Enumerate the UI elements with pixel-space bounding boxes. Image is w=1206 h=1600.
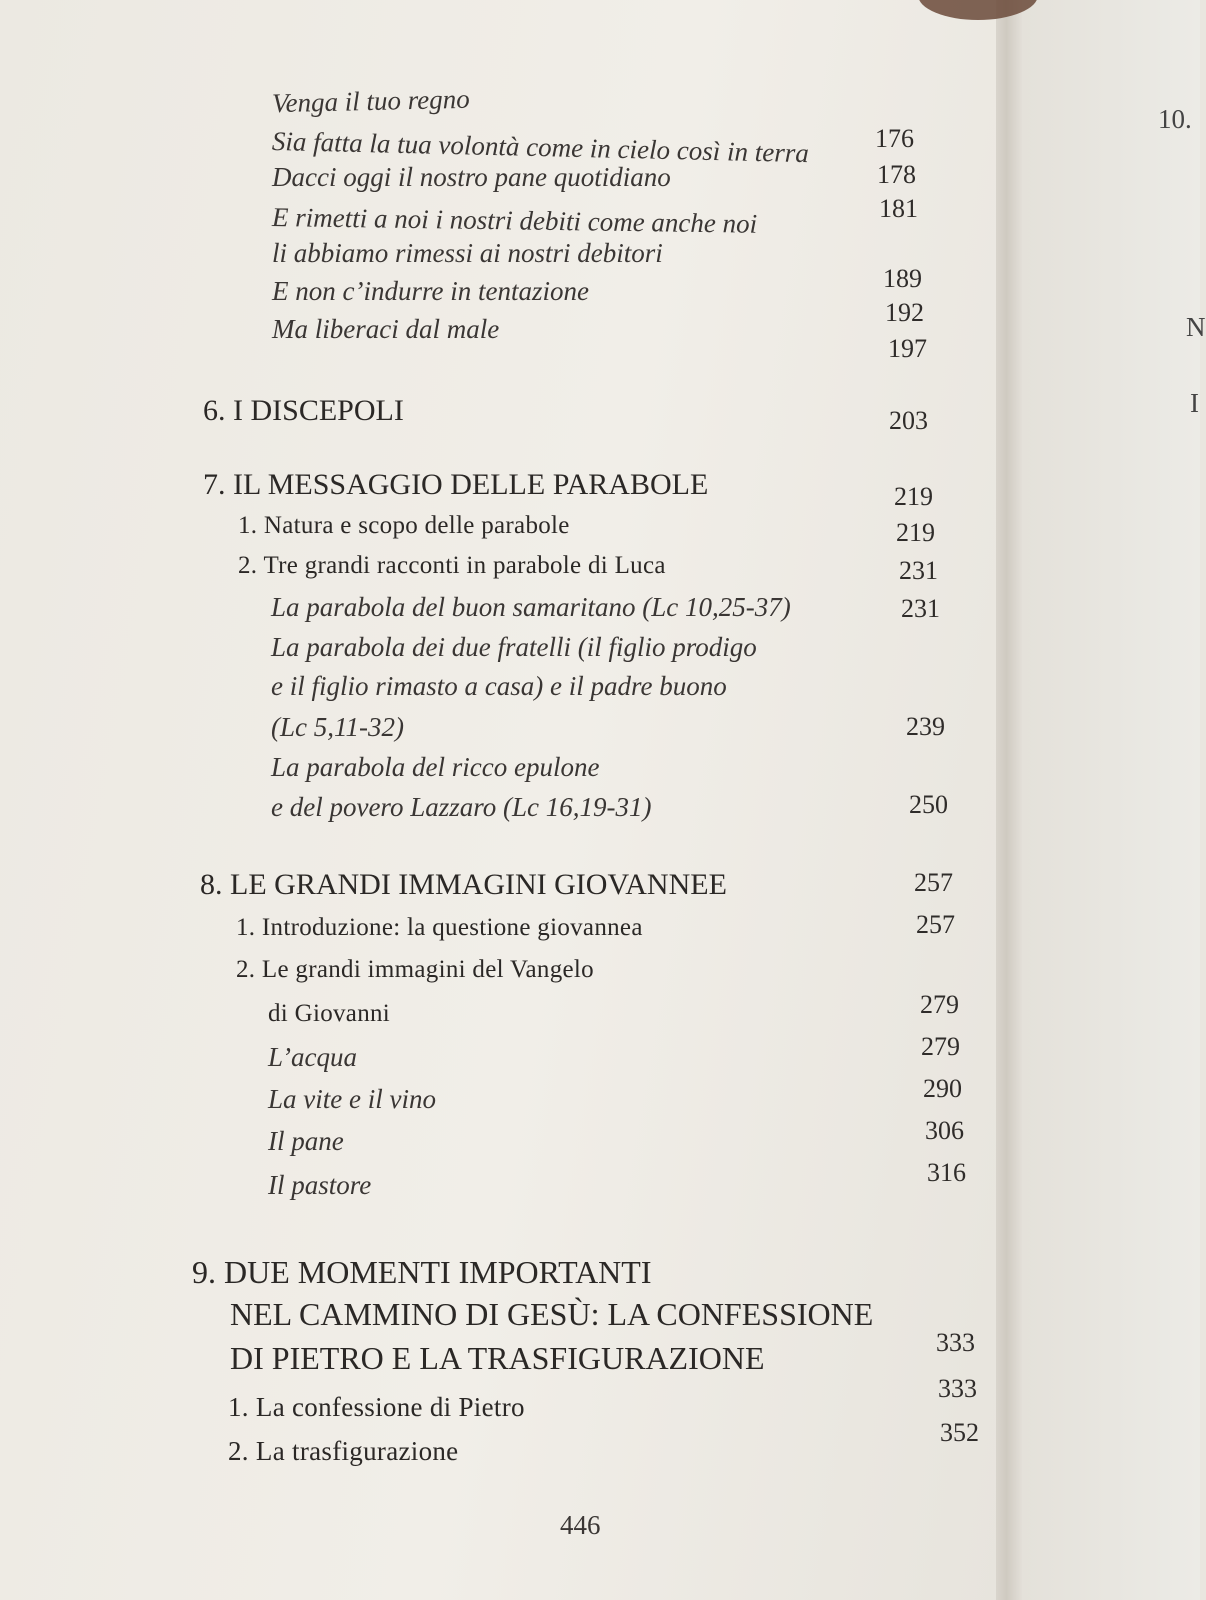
page-number: 203: [889, 406, 928, 435]
page-number: 181: [879, 194, 918, 223]
chapter-title: DI PIETRO E LA TRASFIGURAZIONE: [230, 1340, 765, 1376]
page-number: 290: [923, 1074, 962, 1103]
facing-page-fragment: I: [1190, 388, 1199, 418]
toc-entry: Dacci oggi il nostro pane quotidiano: [272, 162, 671, 192]
page-number: 219: [896, 518, 935, 547]
section-title: 1. Introduzione: la questione giovannea: [236, 914, 643, 941]
toc-entry: e del povero Lazzaro (Lc 16,19-31): [271, 792, 652, 822]
page-number: 231: [899, 556, 938, 585]
page-number: 239: [906, 712, 945, 741]
chapter-title: 8. LE GRANDI IMMAGINI GIOVANNEE: [200, 868, 727, 901]
toc-entry: E rimetti a noi i nostri debiti come anche noi: [271, 202, 758, 239]
chapter-title: 7. IL MESSAGGIO DELLE PARABOLE: [203, 468, 709, 501]
page-number: 306: [925, 1116, 964, 1145]
toc-entry: Venga il tuo regno: [271, 83, 471, 119]
page-folio: 446: [560, 1510, 601, 1540]
toc-entry: Il pastore: [268, 1170, 372, 1200]
toc-entry: La parabola del buon samaritano (Lc 10,25-37): [271, 592, 791, 622]
page-number: 250: [909, 790, 948, 819]
page-number: 189: [883, 264, 922, 293]
facing-page: [1022, 0, 1200, 1600]
chapter-title: 9. DUE MOMENTI IMPORTANTI: [192, 1254, 652, 1290]
section-title: di Giovanni: [268, 1000, 391, 1027]
page-number: 352: [940, 1418, 979, 1447]
toc-entry: La parabola del ricco epulone: [271, 752, 600, 782]
section-title: 1. La confessione di Pietro: [228, 1392, 525, 1422]
toc-entry: li abbiamo rimessi ai nostri debitori: [272, 238, 663, 268]
toc-entry: Il pane: [268, 1126, 344, 1156]
toc-entry: La parabola dei due fratelli (il figlio prodigo: [271, 632, 757, 662]
toc-entry: La vite e il vino: [268, 1084, 436, 1114]
page-number: 333: [936, 1328, 975, 1357]
section-title: 2. Le grandi immagini del Vangelo: [236, 956, 594, 983]
page-number: 176: [875, 124, 914, 153]
page-number: 219: [894, 482, 933, 511]
facing-page-fragment: N: [1186, 312, 1206, 342]
page-number: 231: [901, 594, 940, 623]
section-title: 2. La trasfigurazione: [228, 1436, 459, 1466]
page-number: 333: [938, 1374, 977, 1403]
chapter-title: NEL CAMMINO DI GESÙ: LA CONFESSIONE: [230, 1296, 874, 1332]
section-title: 1. Natura e scopo delle parabole: [238, 512, 570, 539]
toc-entry: (Lc 5,11-32): [271, 712, 404, 742]
toc-entry: Ma liberaci dal male: [272, 314, 500, 344]
facing-page-fragment: 10.: [1158, 104, 1192, 134]
page-number: 279: [921, 1032, 960, 1061]
page-number: 257: [916, 910, 955, 939]
page-number: 316: [927, 1158, 966, 1187]
toc-entry: L’acqua: [268, 1042, 357, 1072]
section-title: 2. Tre grandi racconti in parabole di Luca: [238, 552, 666, 579]
page-number: 197: [888, 334, 927, 363]
toc-entry: E non c’indurre in tentazione: [272, 276, 589, 306]
page-number: 257: [914, 868, 953, 897]
page-number: 192: [885, 298, 924, 327]
toc-entry: Sia fatta la tua volontà come in cielo così in terra: [271, 126, 810, 169]
toc-entry: e il figlio rimasto a casa) e il padre buono: [271, 671, 727, 701]
chapter-title: 6. I DISCEPOLI: [203, 394, 404, 427]
page-number: 178: [877, 160, 916, 189]
page-number: 279: [920, 990, 959, 1019]
